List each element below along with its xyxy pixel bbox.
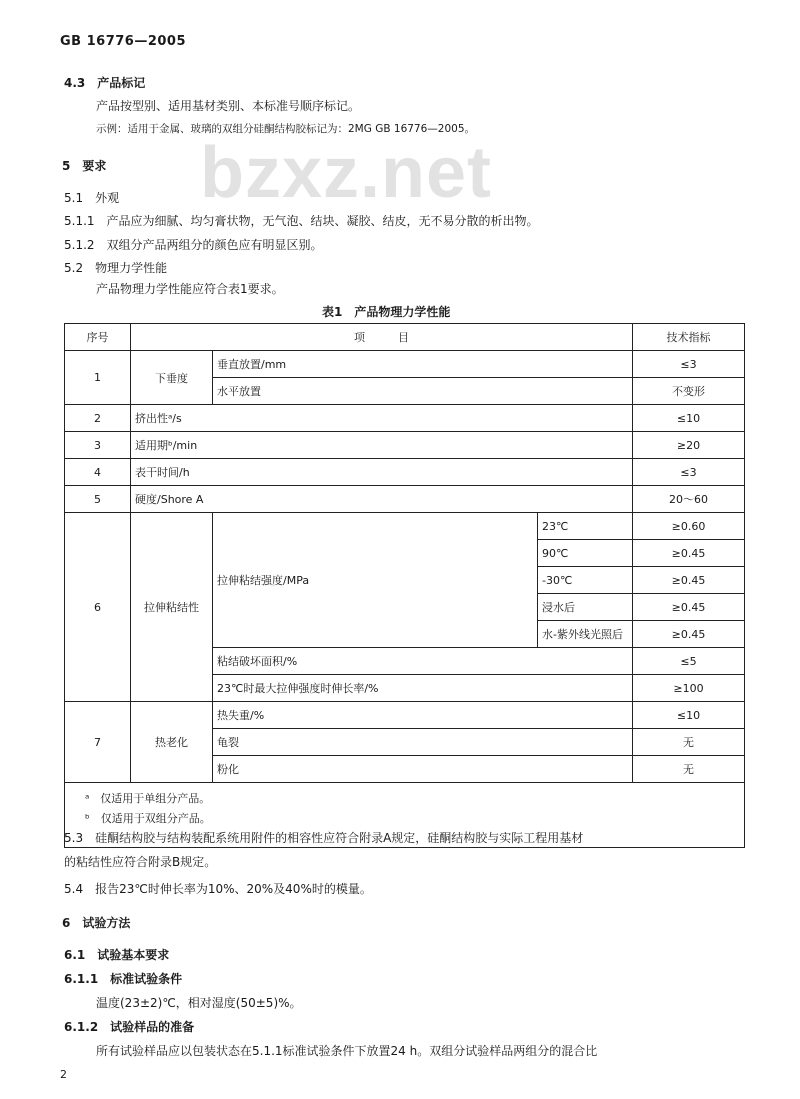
section-5-3-line2: 的粘结性应符合附录B规定。 (64, 855, 217, 869)
table-row: 3 适用期ᵇ/min ≥20 (65, 432, 745, 459)
section-6-1-title: 6.1 试验基本要求 (64, 948, 170, 962)
section-4-3-example: 示例：适用于金属、玻璃的双组分硅酮结构胶标记为：2MG GB 16776—2005。 (96, 123, 476, 135)
section-5-title: 5 要求 (62, 159, 107, 173)
table-note-a: ᵃ 仅适用于单组分产品。 (85, 792, 211, 805)
table-row: 2 挤出性ᵃ/s ≤10 (65, 405, 745, 432)
header-req: 技术指标 (633, 324, 745, 351)
table-row: -30℃ ≥0.45 (65, 567, 745, 594)
table-row: 水-紫外线光照后 ≥0.45 (65, 621, 745, 648)
section-6-1-2-body: 所有试验样品应以包装状态在5.1.1标准试验条件下放置24 h。双组分试验样品两组分的混合比 (96, 1044, 598, 1058)
section-6-1-2-title: 6.1.2 试验样品的准备 (64, 1020, 195, 1034)
section-5-4: 5.4 报告23℃时伸长率为10%、20%及40%时的模量。 (64, 882, 372, 896)
page-number: 2 (60, 1068, 67, 1081)
section-5-2-title: 5.2 物理力学性能 (64, 261, 168, 275)
table-row: 浸水后 ≥0.45 (65, 594, 745, 621)
watermark: bzxz.net (200, 133, 493, 213)
table-row: 粉化 无 (65, 756, 745, 783)
section-6-1-1-body: 温度(23±2)℃，相对湿度(50±5)%。 (96, 996, 302, 1010)
table-row: 1 下垂度 垂直放置/mm ≤3 (65, 351, 745, 378)
header-no: 序号 (65, 324, 131, 351)
section-5-1-2: 5.1.2 双组分产品两组分的颜色应有明显区别。 (64, 238, 323, 252)
section-6-title: 6 试验方法 (62, 916, 131, 930)
table-row: 23℃时最大拉伸强度时伸长率/% ≥100 (65, 675, 745, 702)
section-4-3-title: 4.3 产品标记 (64, 76, 146, 90)
document-header: GB 16776—2005 (60, 34, 187, 49)
table-row: 6 拉伸粘结性 拉伸粘结强度/MPa 23℃ ≥0.60 (65, 513, 745, 540)
table-row: 粘结破坏面积/% ≤5 (65, 648, 745, 675)
table-row: 5 硬度/Shore A 20～60 (65, 486, 745, 513)
table-row: 水平放置 不变形 (65, 378, 745, 405)
section-5-1-1: 5.1.1 产品应为细腻、均匀膏状物，无气泡、结块、凝胶、结皮，无不易分散的析出物。 (64, 214, 539, 228)
section-6-1-1-title: 6.1.1 标准试验条件 (64, 972, 183, 986)
header-item: 项 目 (131, 324, 633, 351)
table-note-b: ᵇ 仅适用于双组分产品。 (85, 812, 211, 825)
properties-table (64, 323, 745, 848)
table-row: 龟裂 无 (65, 729, 745, 756)
section-5-3-line1: 5.3 硅酮结构胶与结构装配系统用附件的相容性应符合附录A规定，硅酮结构胶与实际工程用基材 (64, 831, 584, 845)
table-caption: 表1 产品物理力学性能 (322, 305, 451, 319)
table-header-row (65, 324, 745, 351)
table-row: 4 表干时间/h ≤3 (65, 459, 745, 486)
section-5-1-title: 5.1 外观 (64, 191, 120, 205)
table-row: 90℃ ≥0.45 (65, 540, 745, 567)
section-5-2-body: 产品物理力学性能应符合表1要求。 (96, 282, 284, 296)
section-4-3-body: 产品按型别、适用基材类别、本标准号顺序标记。 (96, 99, 361, 113)
table-row: 7 热老化 热失重/% ≤10 (65, 702, 745, 729)
